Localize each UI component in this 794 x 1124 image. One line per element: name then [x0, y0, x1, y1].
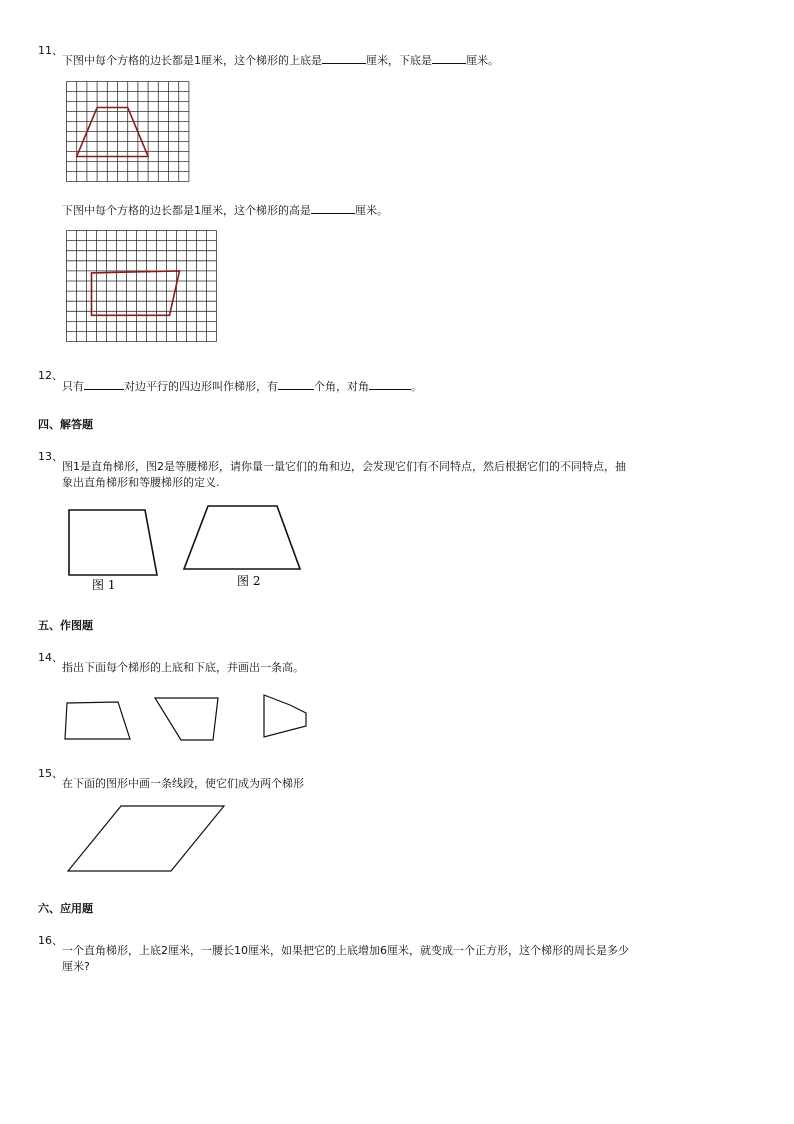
q11-blank-bottom-base[interactable]	[432, 52, 466, 64]
q13-figure-1-caption: 图 1	[92, 578, 116, 592]
section-heading-5: 五、作图题	[38, 619, 93, 632]
question-number-15: 15、	[38, 767, 63, 780]
q13-text-line1: 图1是直角梯形，图2是等腰梯形，请你量一量它们的角和边，会发现它们有不同特点，然后根据它们的不同特点，抽	[62, 460, 626, 473]
q11-grid-figure-1	[66, 81, 190, 182]
q16-text-line1: 一个直角梯形，上底2厘米，一腰长10厘米，如果把它的上底增加6厘米，就变成一个正方形，这个梯形的周长是多少	[62, 944, 629, 957]
q12-text-a: 只有	[62, 380, 84, 393]
q14-text: 指出下面每个梯形的上底和下底，并画出一条高。	[62, 661, 304, 674]
question-number-12: 12、	[38, 369, 63, 382]
q12-text	[62, 378, 422, 394]
q15-parallelogram	[64, 802, 230, 876]
q11-text-c: 厘米。	[466, 54, 499, 67]
q11-text-line2-b: 厘米。	[355, 204, 388, 217]
q14-trapezoid-b	[155, 698, 218, 740]
q11-blank-height[interactable]	[311, 202, 355, 214]
q11-grid-1-grid-lines	[67, 82, 189, 182]
q14-trapezoid-a	[65, 702, 130, 739]
question-number-14: 14、	[38, 651, 63, 664]
q14-trapezoid-shapes	[60, 692, 310, 744]
q12-text-c: 个角，对角	[314, 380, 369, 393]
q13-text-line2: 象出直角梯形和等腰梯形的定义.	[62, 476, 220, 489]
q12-blank-2[interactable]	[278, 378, 314, 390]
q11-grid-1-trapezoid	[77, 108, 148, 157]
q12-text-d: 。	[411, 380, 422, 393]
q11-text-line2-a: 下图中每个方格的边长都是1厘米，这个梯形的高是	[62, 204, 311, 217]
q13-figure-2-isosceles-trapezoid	[180, 502, 306, 592]
q11-text-a: 下图中每个方格的边长都是1厘米，这个梯形的上底是	[62, 54, 322, 67]
q11-text-b: 厘米，下底是	[366, 54, 432, 67]
q16-text-line2: 厘米?	[62, 960, 90, 973]
section-heading-6: 六、应用题	[38, 902, 93, 915]
q12-text-b: 对边平行的四边形叫作梯形，有	[124, 380, 278, 393]
q11-grid-2-grid-lines	[67, 231, 217, 342]
section-heading-4: 四、解答题	[38, 418, 93, 431]
q13-figure-2-caption: 图 2	[237, 574, 261, 588]
q11-text-line2	[62, 202, 388, 218]
q11-text-line1	[62, 52, 499, 68]
q12-blank-1[interactable]	[84, 378, 124, 390]
question-number-13: 13、	[38, 450, 63, 463]
question-number-16: 16、	[38, 934, 63, 947]
q14-trapezoid-c	[264, 695, 306, 737]
q13-figure-1-right-trapezoid	[64, 506, 164, 596]
q12-blank-3[interactable]	[369, 378, 411, 390]
q15-text: 在下面的图形中画一条线段，使它们成为两个梯形	[62, 777, 304, 790]
q11-grid-figure-2	[66, 230, 217, 343]
q11-blank-top-base[interactable]	[322, 52, 366, 64]
question-number-11: 11、	[38, 44, 63, 57]
